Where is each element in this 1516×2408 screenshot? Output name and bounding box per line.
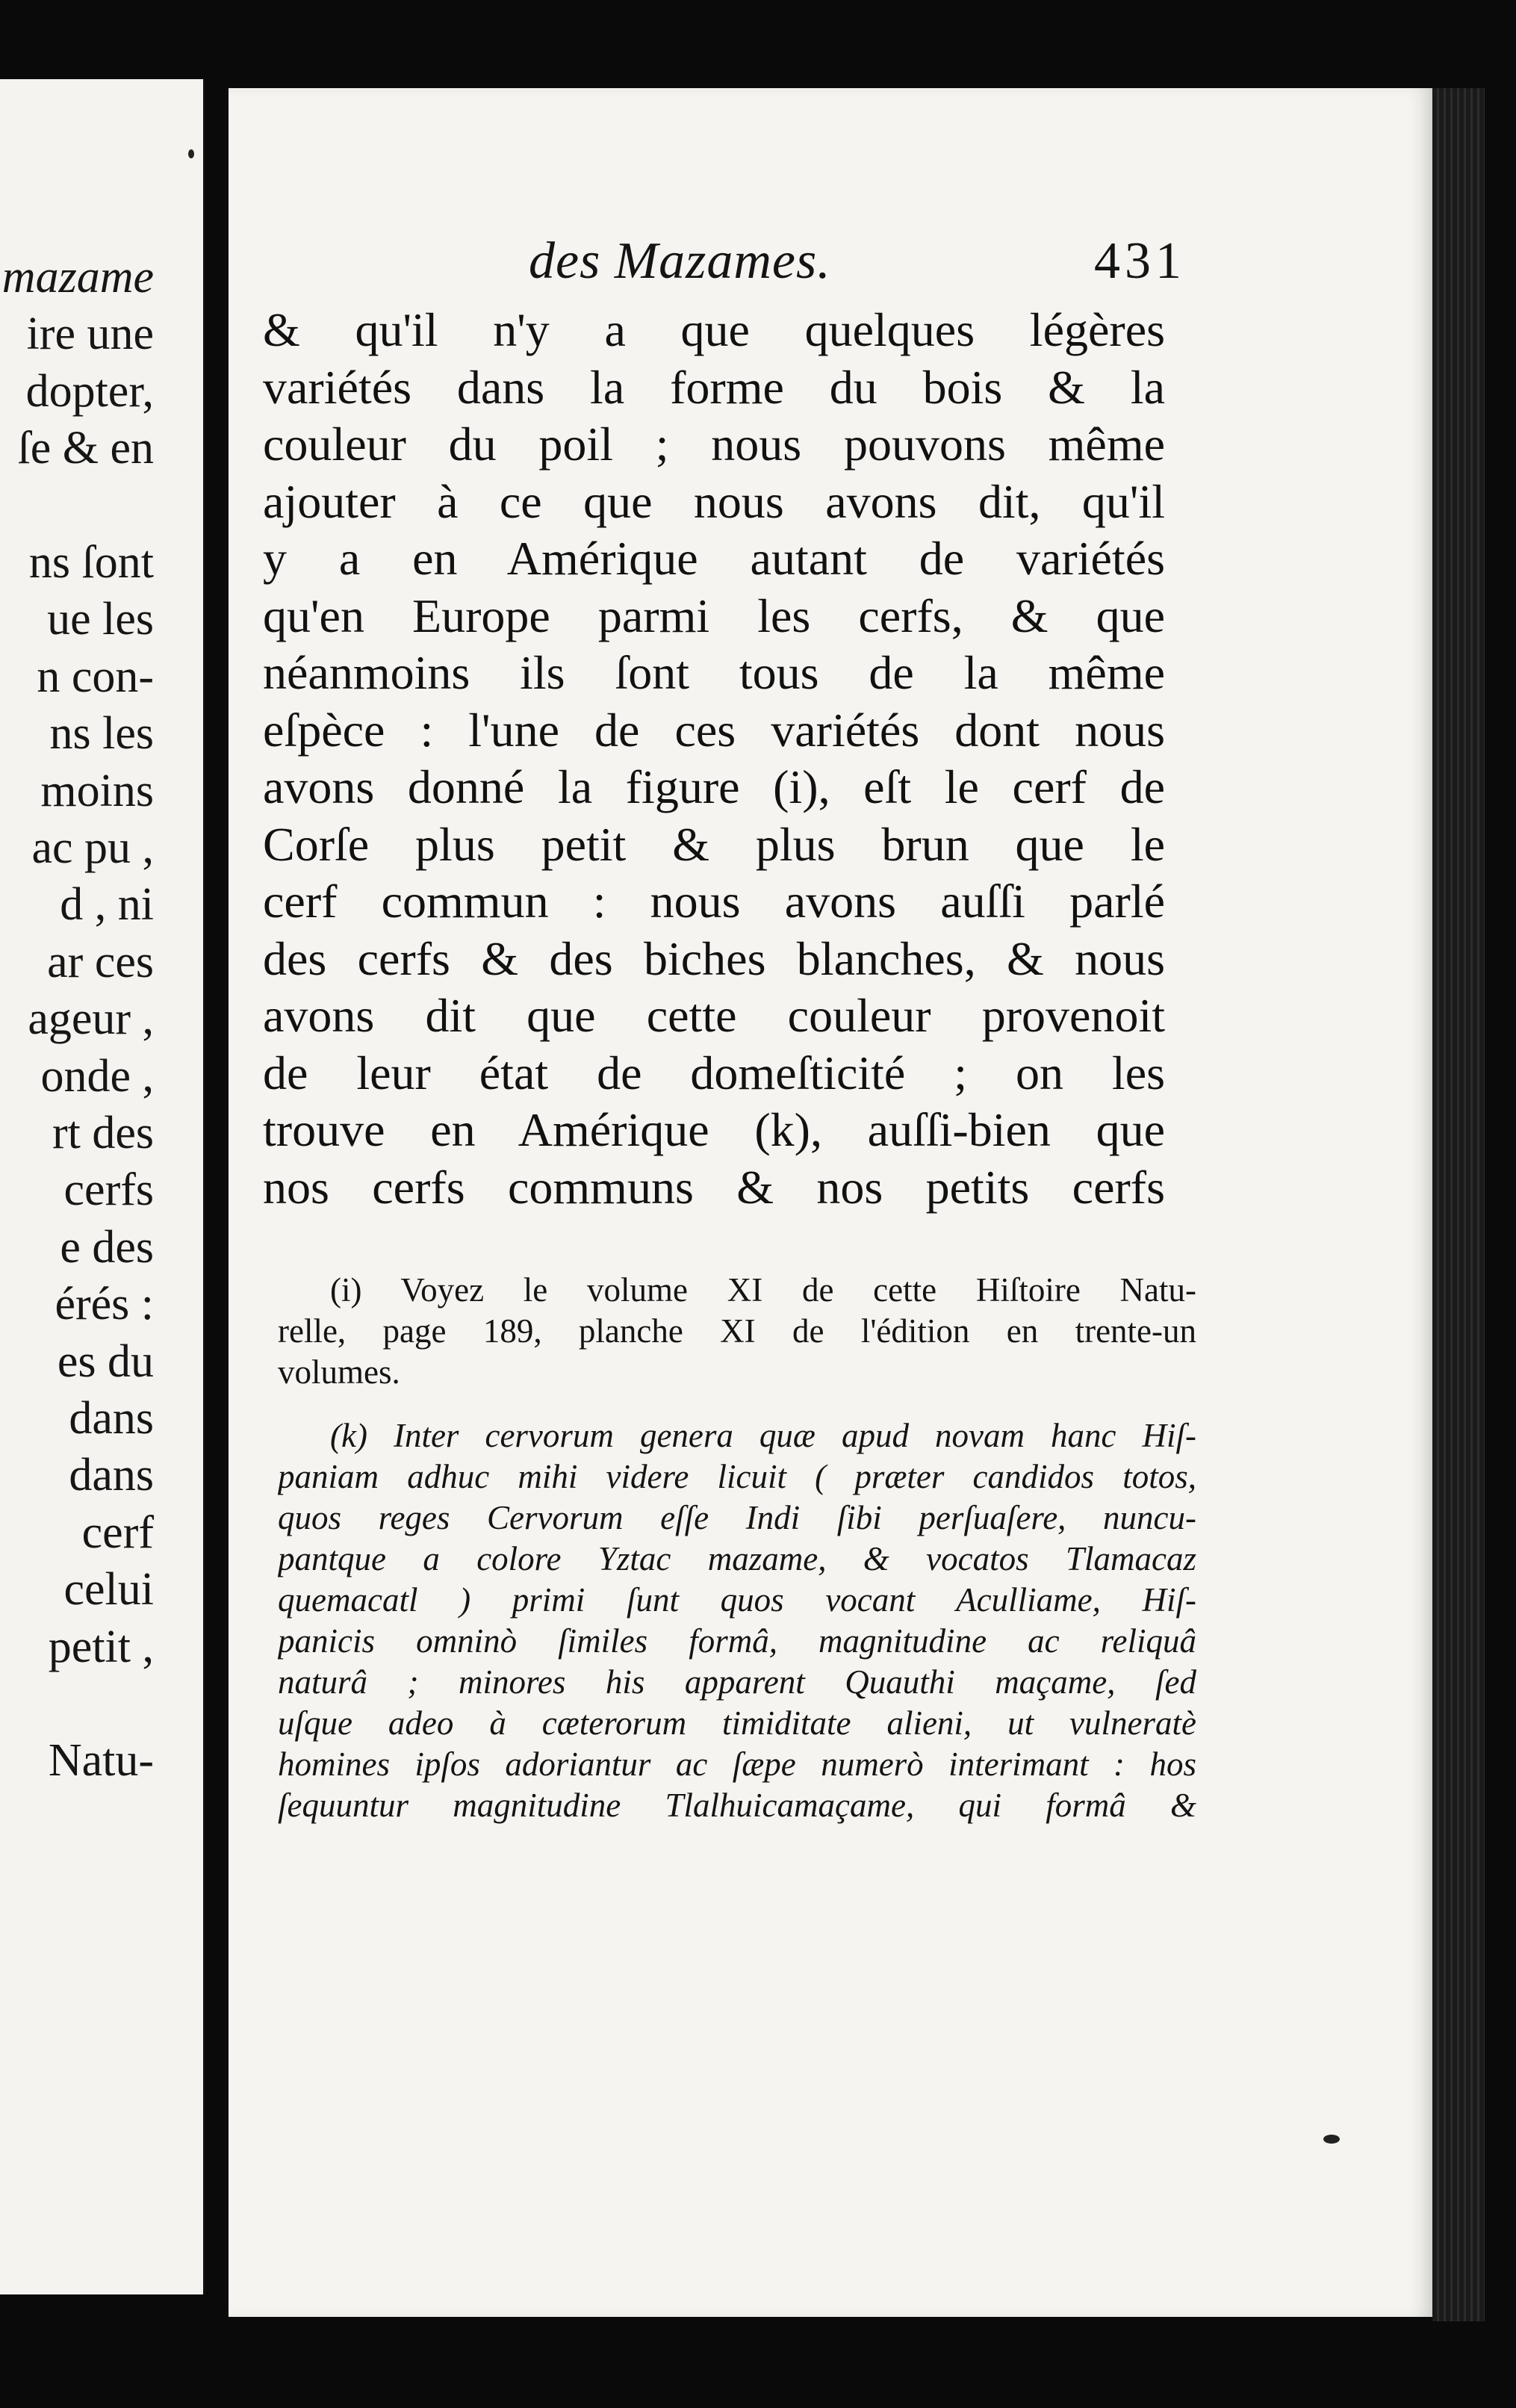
body-line: de leur état de domeſticité ; on les (263, 1046, 1165, 1099)
footnote-line: panicis omninò ſimiles formâ, magnitudine ac reliquâ (278, 1622, 1196, 1660)
previous-page-line: ac pu , (31, 822, 154, 873)
previous-page-line: cerfs (63, 1164, 154, 1216)
previous-page-line: dans (69, 1393, 154, 1444)
body-line: qu'en Europe parmi les cerfs, & que (263, 589, 1165, 642)
previous-page-line: érés : (55, 1279, 154, 1330)
footnotes (278, 1270, 1196, 1849)
previous-page-line: rt des (52, 1108, 154, 1158)
previous-page-line: celui (63, 1564, 154, 1616)
footnote-line: (k) Inter cervorum genera quæ apud novam hanc Hiſ- (330, 1417, 1196, 1454)
footnote-line: (i) Voyez le volume XI de cette Hiſtoire Natu- (330, 1271, 1196, 1309)
body-line: avons donné la figure (i), eſt le cerf de (263, 760, 1165, 813)
previous-page-line: ſe & en (17, 423, 154, 474)
body-line: cerf commun : nous avons auſſi parlé (263, 875, 1165, 928)
footnote-line: quos reges Cervorum eſſe Indi ſibi perſuaſere, nuncu- (278, 1499, 1196, 1536)
footnote-line: paniam adhuc mihi videre licuit ( præter candidos totos, (278, 1458, 1196, 1495)
page-edge-stack (1432, 88, 1485, 2321)
footnote-line: uſque adeo à cæterorum timiditate alieni, ut vulneratè (278, 1704, 1196, 1742)
ink-blot (1323, 2135, 1340, 2144)
body-line: y a en Amérique autant de variétés (263, 532, 1165, 585)
previous-page-line: ire une (26, 308, 154, 360)
body-text (263, 302, 1165, 1216)
previous-page-line: ar ces (47, 936, 154, 987)
previous-page-line: onde , (40, 1050, 154, 1102)
previous-page-line: es du (57, 1335, 154, 1387)
body-line: variétés dans la forme du bois & la (263, 360, 1165, 414)
gutter-mark (188, 149, 194, 158)
footnote-line: relle, page 189, planche XI de l'édition en trente-un (278, 1312, 1196, 1350)
previous-page-line: e des (60, 1221, 154, 1273)
footnote-line: quemacatl ) primi ſunt quos vocant Aculliame, Hiſ- (278, 1581, 1196, 1619)
body-line: trouve en Amérique (k), auſſi-bien que (263, 1103, 1165, 1156)
footnote-line: ſequuntur magnitudine Tlalhuicamaçame, qui formâ & (278, 1787, 1196, 1824)
previous-page-line: mazame (1, 252, 154, 302)
body-line: eſpèce : l'une de ces variétés dont nous (263, 703, 1165, 757)
body-line: couleur du poil ; nous pouvons même (263, 418, 1165, 471)
previous-page-fragment (0, 79, 205, 2294)
previous-page-line: ns ſont (28, 537, 154, 588)
footnote-line: naturâ ; minores his apparent Quauthi maçame, ſed (278, 1663, 1196, 1701)
body-line: & qu'il n'y a que quelques légères (263, 303, 1165, 356)
previous-page-line: d , ni (60, 879, 154, 931)
previous-page-line: ns les (49, 708, 154, 760)
previous-page-line: cerf (81, 1506, 154, 1558)
previous-page-line: dans (69, 1450, 154, 1501)
previous-page-line: moins (40, 765, 154, 816)
footnote-i (278, 1270, 1196, 1393)
body-line: nos cerfs communs & nos petits cerfs (263, 1160, 1165, 1214)
body-line: des cerfs & des biches blanches, & nous (263, 931, 1165, 985)
footnote-line: volumes. (278, 1353, 400, 1391)
previous-page-line: petit , (48, 1621, 154, 1672)
previous-page-line: Natu- (48, 1735, 154, 1787)
footnote-k (278, 1415, 1196, 1826)
page-number: 431 (1094, 232, 1186, 290)
body-line: néanmoins ils ſont tous de la même (263, 646, 1165, 699)
body-line: Corſe plus petit & plus brun que le (263, 817, 1165, 871)
running-title: des Mazames. (529, 232, 831, 290)
footnote-line: homines ipſos adoriantur ac ſæpe numerò interimant : hos (278, 1746, 1196, 1783)
previous-page-line: ue les (47, 594, 154, 645)
body-line: ajouter à ce que nous avons dit, qu'il (263, 474, 1165, 528)
footnote-line: pantque a colore Yztac mazame, & vocatos Tlamacaz (278, 1540, 1196, 1577)
body-line: avons dit que cette couleur provenoit (263, 989, 1165, 1042)
previous-page-line: ageur , (28, 993, 154, 1045)
previous-page-line: dopter, (25, 365, 154, 417)
previous-page-line: n con- (37, 651, 154, 702)
